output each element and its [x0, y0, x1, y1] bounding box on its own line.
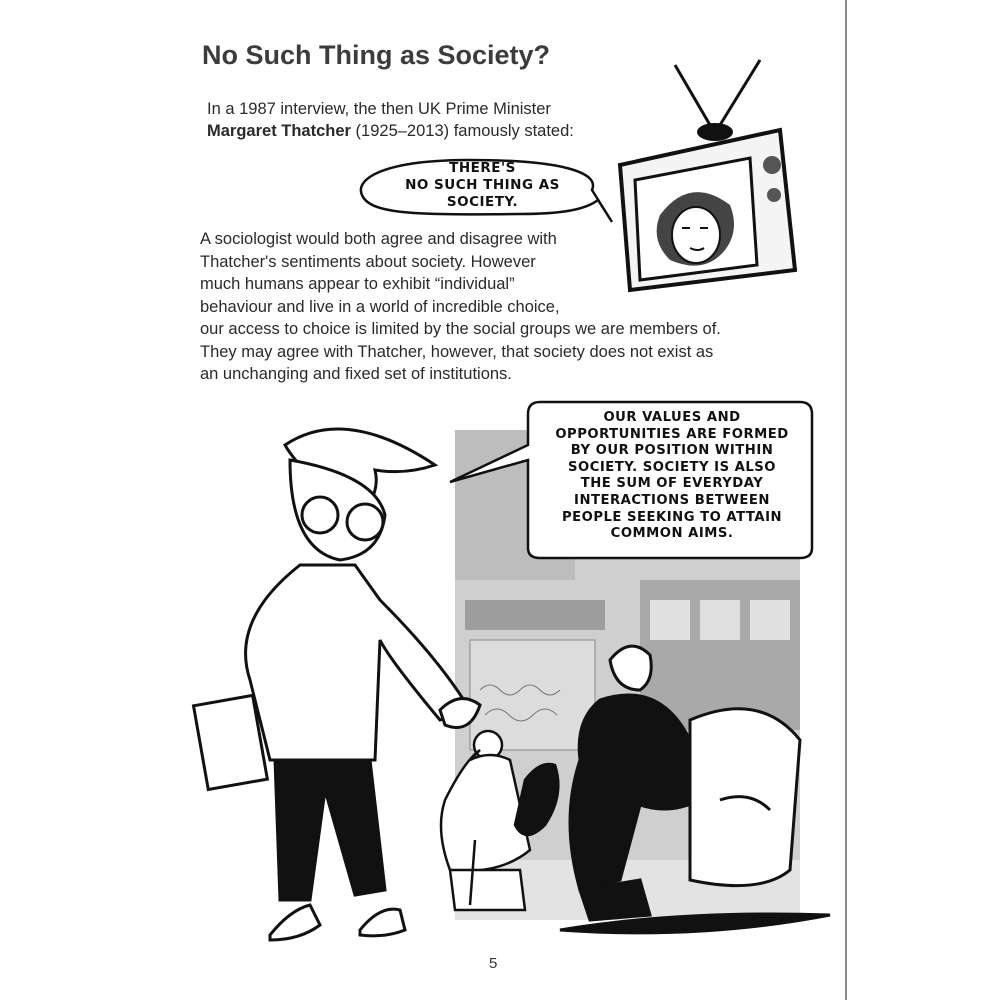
body-line: A sociologist would both agree and disagree with: [200, 230, 557, 248]
tv-bubble-line: NO SUCH THING AS: [405, 177, 560, 193]
main-speech-bubble-text: [536, 410, 808, 543]
thatcher-name: Margaret Thatcher: [207, 122, 351, 140]
body-line: much humans appear to exhibit “individual”: [200, 275, 515, 293]
body-line: an unchanging and fixed set of institutions.: [200, 365, 512, 383]
tv-bubble-line: SOCIETY.: [446, 194, 519, 210]
body-line: behaviour and live in a world of incredible choice,: [200, 297, 560, 316]
body-line: our access to choice is limited by the social groups we are members of.: [200, 320, 721, 338]
body-paragraph: [200, 228, 800, 386]
body-line: Thatcher's sentiments about society. However: [200, 252, 536, 271]
page-number: 5: [489, 955, 498, 972]
main-bubble-line: PEOPLE SEEKING TO ATTAIN: [561, 509, 783, 525]
main-bubble-line: COMMON AIMS.: [610, 526, 734, 542]
tv-speech-bubble-text: [385, 160, 580, 211]
body-line: They may agree with Thatcher, however, that society does not exist as: [200, 342, 714, 361]
main-bubble-line: THE SUM OF EVERYDAY: [580, 476, 764, 492]
narrator-figure: [194, 429, 480, 940]
main-bubble-line: INTERACTIONS BETWEEN: [574, 492, 770, 508]
main-bubble-line: SOCIETY. SOCIETY IS ALSO: [567, 459, 776, 475]
main-bubble-line: BY OUR POSITION WITHIN: [570, 443, 774, 459]
intro-line-1: In a 1987 interview, the then UK Prime Minister: [207, 100, 551, 118]
tv-bubble-line: THERE'S: [449, 160, 516, 176]
main-bubble-line: OUR VALUES AND: [603, 410, 741, 425]
main-bubble-line: OPPORTUNITIES ARE FORMED: [555, 426, 789, 442]
intro-line-2-rest: (1925–2013) famously stated:: [350, 122, 574, 140]
page-title: No Such Thing as Society?: [202, 40, 551, 70]
